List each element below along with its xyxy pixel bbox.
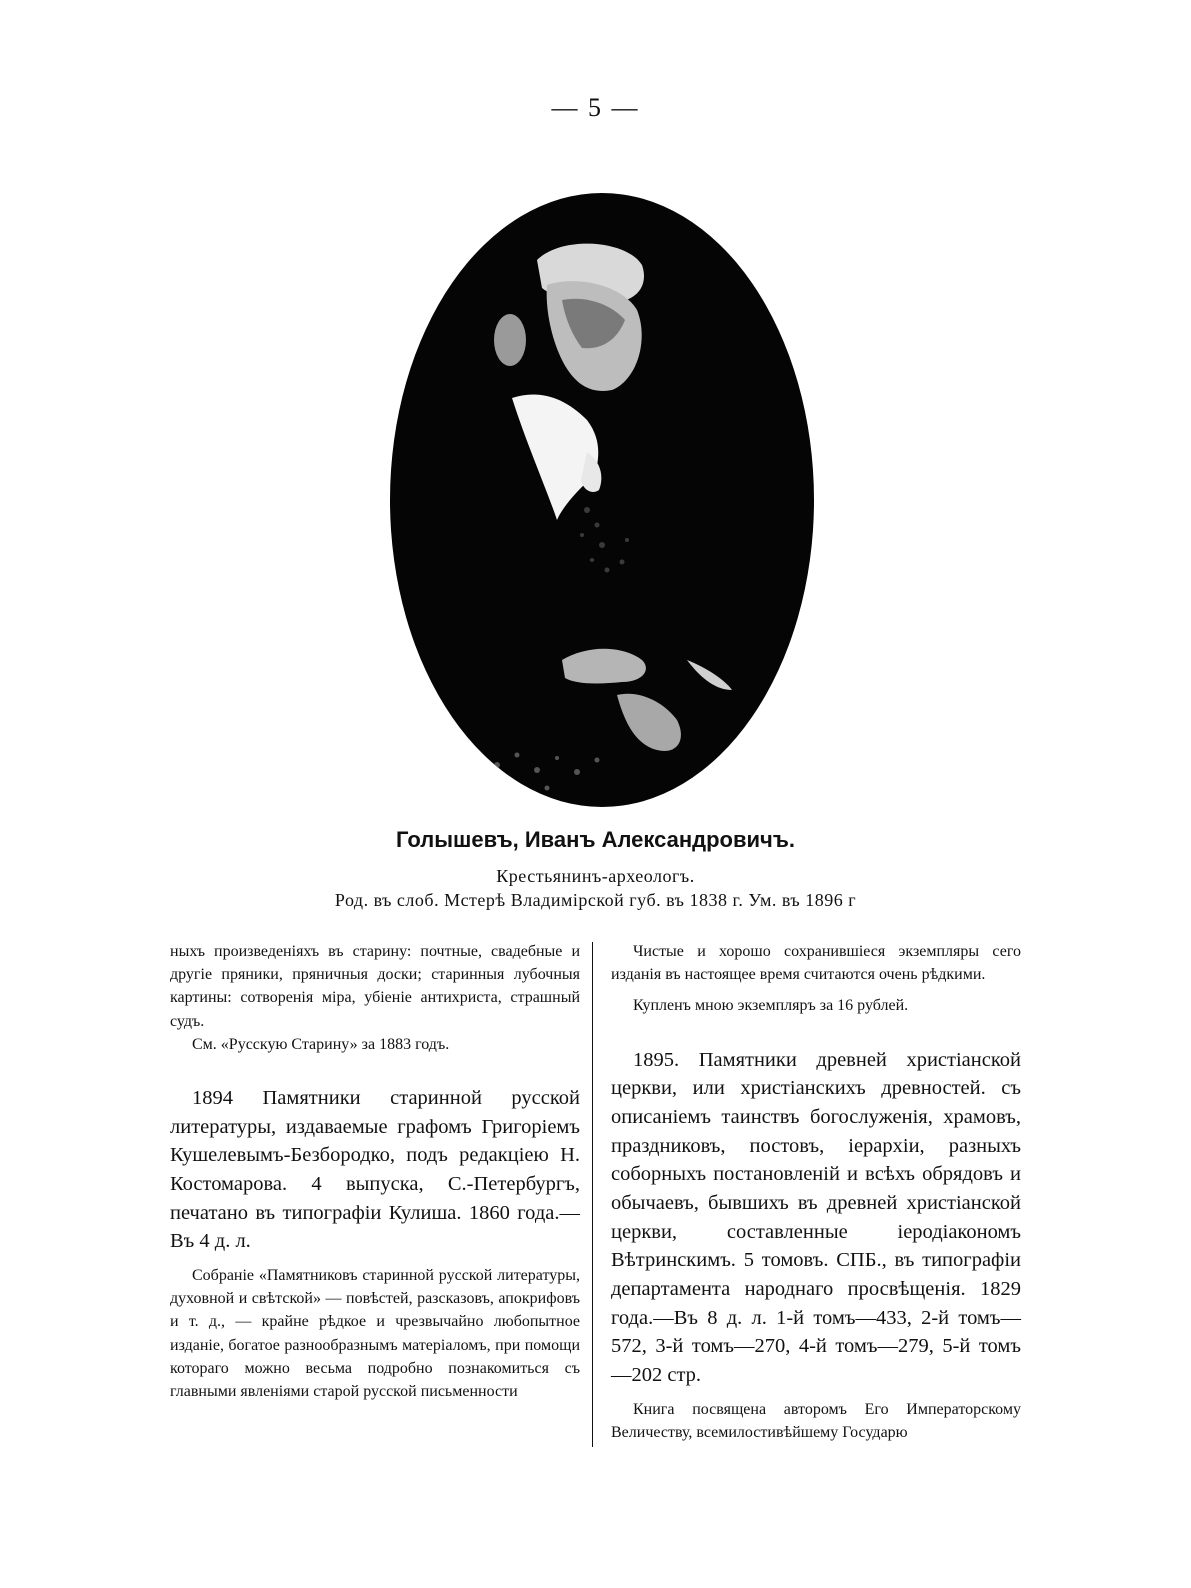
portrait-caption-dates: Род. въ слоб. Мстерѣ Владимірской губ. въ 1838 г. Ум. въ 1896 г <box>334 890 857 910</box>
left-paragraph-2: См. «Русскую Старину» за 1883 годъ. <box>192 1035 450 1053</box>
right-paragraph-2: Купленъ мною экземпляръ за 16 рублей. <box>633 997 909 1015</box>
left-paragraph-1: ныхъ произведеніяхъ въ старину: почтные, свадебные и другіе пряники, пряничныя доски; старинныя лубочныя картины: сотворенія міра, убіеніе антихриста, страшный судъ. <box>170 943 580 1030</box>
left-column <box>170 940 580 1403</box>
right-column <box>611 940 1021 1444</box>
right-entry-1895: 1895. Памятники древней христіанской церкви, или христіанскихъ древностей. съ описаніемъ таинствъ богослуженія, храмовъ, праздниковъ, постовъ, іерархіи, разныхъ соборныхъ постановленій и всѣхъ обрядовъ и обычаевъ, бывшихъ въ древней христіанской церкви, составленные іеродіакономъ Вѣтринскимъ. 5 томовъ. СПБ., въ типографіи департамента народнаго просвѣщенія. 1829 года.—Въ 8 д. л. 1-й томъ—433, 2-й томъ—572, 3-й томъ—270, 4-й томъ—279, 5-й томъ—202 стр. <box>611 1048 1021 1387</box>
portrait-caption-name: Голышевъ, Иванъ Александровичъ. <box>396 827 795 852</box>
column-divider <box>592 942 593 1447</box>
left-paragraph-4: Собраніе «Памятниковъ старинной русской литературы, духовной и свѣтской» — повѣстей, разсказовъ, апокрифовъ и т. д., — крайне рѣдкое и чрезвычайно любопытное изданіе, богатое разнообразнымъ матеріаломъ, при помощи котораго можно весьма подробно познакомиться съ главными явленіями старой русской письменности <box>170 1267 580 1400</box>
left-entry-1894: 1894 Памятники старинной русской литературы, издаваемые графомъ Григоріемъ Кушелевымъ-Безбородко, подъ редакціею Н. Костомарова. 4 выпуска, С.-Петербургъ, печатано въ типографіи Кулиша. 1860 года.—Въ 4 д. л. <box>170 1086 580 1253</box>
right-paragraph-4: Книга посвящена авторомъ Его Императорскому Величеству, всемилостивѣйшему Государю <box>611 1400 1021 1441</box>
page-number: — 5 — <box>551 93 640 122</box>
portrait-photo <box>387 190 817 810</box>
right-paragraph-1: Чистые и хорошо сохранившіеся экземпляры сего изданія въ настоящее время считаются очень рѣдкими. <box>611 943 1021 984</box>
portrait-ear <box>494 314 526 366</box>
portrait-caption-subtitle: Крестьянинъ-археологъ. <box>496 866 695 886</box>
